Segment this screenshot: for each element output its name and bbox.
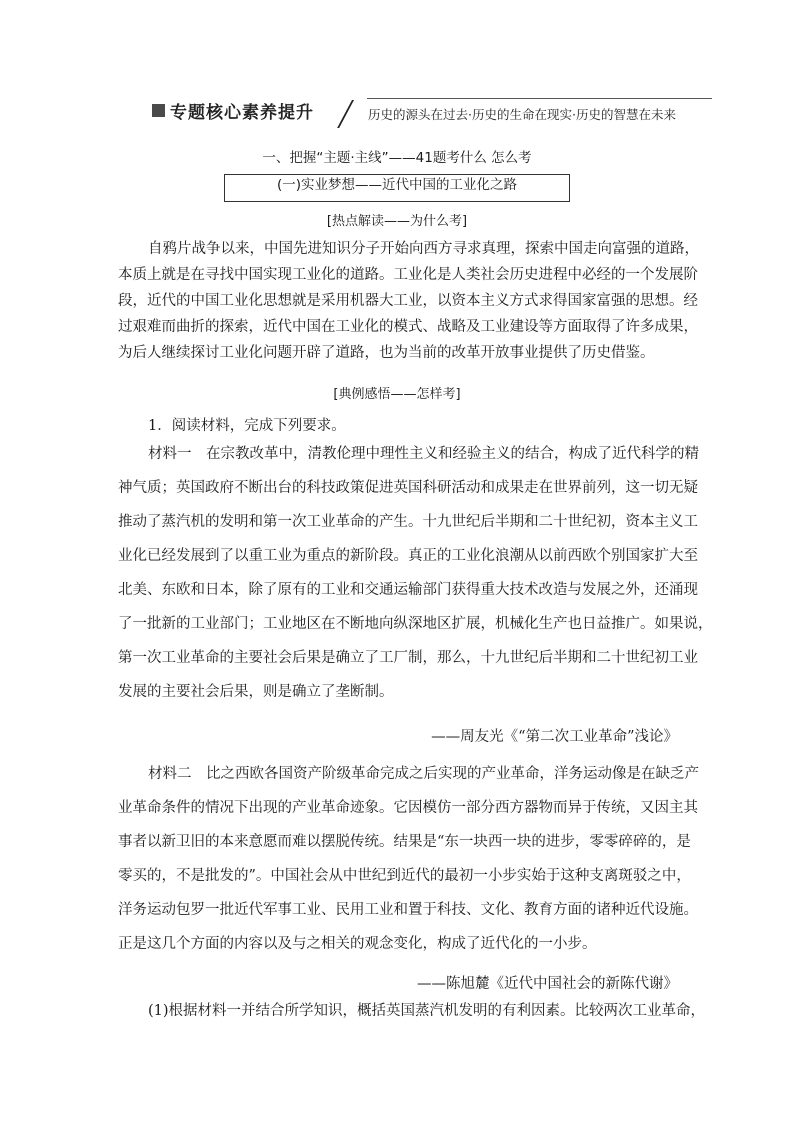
section-title: 一、把握“主题·主线”——41题考什么 怎么考: [262, 150, 532, 166]
hot-spot-heading: [热点解读——为什么考]: [326, 214, 468, 229]
material-line: 北美、东欧和日本，除了原有的工业和交通运输部门获得重大技术改造与发展之外，还涌现: [118, 582, 698, 598]
header-slash-divider: [337, 100, 353, 128]
intro-line: 段，近代的中国工业化思想就是采用机器大工业，以资本主义方式求得国家富强的思想。经: [118, 293, 698, 309]
material-line: 推动了蒸汽机的发明和第一次工业革命的产生。十九世纪后半期和二十世纪初，资本主义工: [118, 514, 698, 530]
material-line: 业化已经发展到了以重工业为重点的新阶段。真正的工业化浪潮从以前西欧个别国家扩大至: [118, 548, 698, 564]
material-line: 材料二 比之西欧各国资产阶级革命完成之后实现的产业革命，洋务运动像是在缺乏产: [148, 766, 699, 782]
header-title: 专题核心素养提升: [170, 103, 314, 123]
material-line: 神气质；英国政府不断出台的科技政策促进英国科研活动和成果走在世界前列，这一切无疑: [118, 480, 698, 496]
material-line: 第一次工业革命的主要社会后果是确立了工厂制，那么，十九世纪后半期和二十世纪初工业: [118, 650, 698, 666]
intro-line: 过艰难而曲折的探索，近代中国在工业化的模式、战略及工业建设等方面取得了许多成果，: [118, 319, 698, 335]
intro-paragraph: [118, 236, 699, 366]
material-line: 事者以新卫旧的本来意愿而难以摆脱传统。结果是“东一块西一块的进步，零零碎碎的，是: [118, 834, 691, 850]
header-banner: [152, 98, 712, 128]
material-line: 业革命条件的情况下出现的产业革命迹象。它因模仿一部分西方器物而异于传统，又因主其: [118, 800, 698, 816]
header-subtitle: 历史的源头在过去·历史的生命在现实·历史的智慧在未来: [368, 107, 676, 122]
material-line: 材料一 在宗教改革中，清教伦理中理性主义和经验主义的结合，构成了近代科学的精: [148, 446, 699, 462]
material-two: [118, 757, 699, 961]
intro-line: 本质上就是在寻找中国实现工业化的道路。工业化是人类社会历史进程中必经的一个发展阶: [118, 267, 698, 283]
material-line: 了一批新的工业部门；工业地区在不断地向纵深地区扩展，机械化生产也日益推广。如果说，: [118, 616, 713, 632]
material-line: 零买的，不是批发的”。中国社会从中世纪到近代的最初一小步实始于这种支离斑驳之中，: [118, 868, 691, 884]
question-one-text: (1)根据材料一并结合所学知识，概括英国蒸汽机发明的有利因素。比较两次工业革命，: [148, 1003, 706, 1019]
question-label: 1．阅读材料，完成下列要求。: [148, 418, 346, 434]
square-bullet-icon: [152, 104, 165, 117]
material-one-source: ——周友光《“第二次工业革命”浅论》: [431, 729, 678, 745]
intro-line: 为后人继续探讨工业化问题开辟了道路，也为当前的改革开放事业提供了历史借鉴。: [118, 345, 655, 361]
material-line: 发展的主要社会后果，则是确立了垄断制。: [118, 684, 394, 700]
material-line: 洋务运动包罗一批近代军事工业、民用工业和置于科技、文化、教育方面的诸种近代设施。: [118, 902, 698, 918]
topic-box: (一)实业梦想——近代中国的工业化之路: [224, 174, 570, 202]
intro-line: 自鸦片战争以来，中国先进知识分子开始向西方寻求真理，探索中国走向富强的道路，: [148, 241, 699, 257]
material-line: 正是这几个方面的内容以及与之相关的观念变化，构成了近代化的一小步。: [118, 936, 597, 952]
material-one: [118, 437, 713, 709]
material-two-source: ——陈旭麓《近代中国社会的新陈代谢》: [417, 976, 678, 992]
example-heading: [典例感悟——怎样考]: [333, 387, 461, 402]
header-rule: [367, 98, 712, 99]
